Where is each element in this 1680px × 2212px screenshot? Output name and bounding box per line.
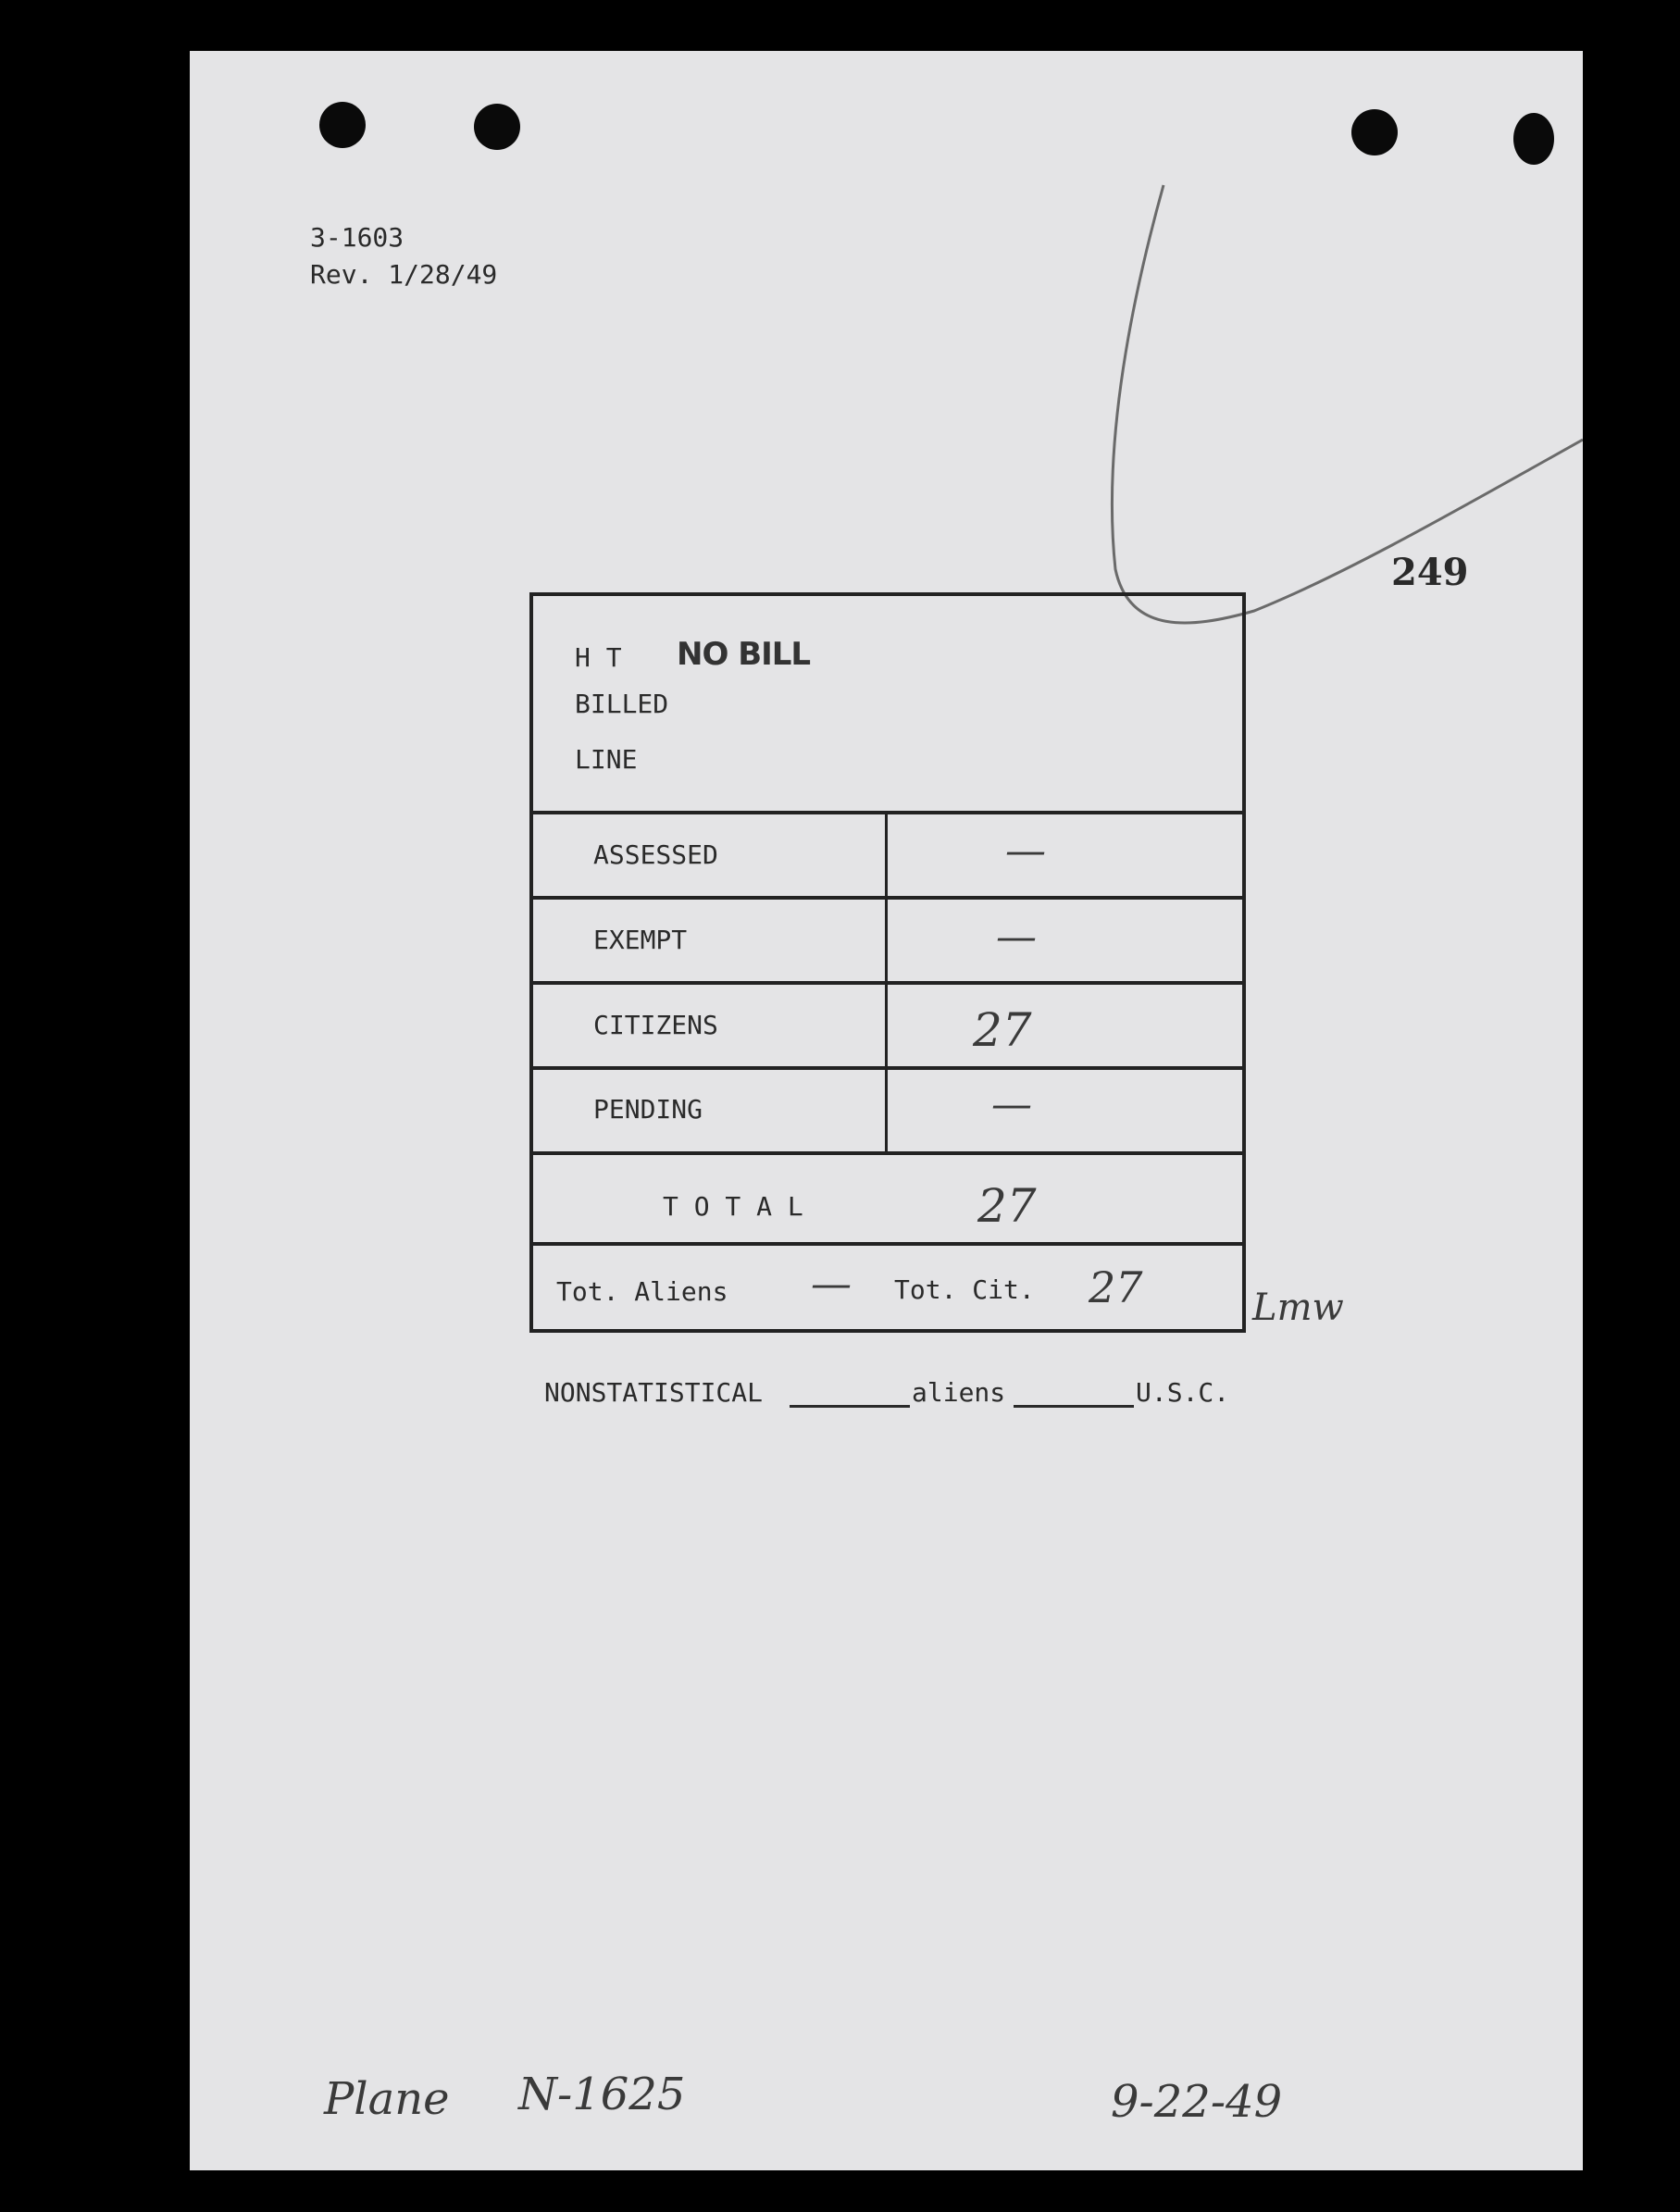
row-divider — [533, 1066, 1242, 1070]
row-divider — [533, 1242, 1242, 1246]
total-label: T O T A L — [663, 1191, 803, 1222]
row-value-exempt: — — [996, 913, 1037, 961]
total-citizens-label: Tot. Cit. — [894, 1274, 1035, 1305]
billed-label: BILLED — [575, 689, 669, 719]
row-value-citizens: 27 — [973, 1003, 1032, 1057]
column-divider — [885, 811, 888, 1153]
line-label: LINE — [575, 744, 638, 775]
no-bill-stamp: NO BILL — [677, 636, 811, 673]
nonstatistical-usc-label: U.S.C. — [1136, 1377, 1230, 1408]
row-label-assessed: ASSESSED — [593, 839, 718, 870]
nonstatistical-label: NONSTATISTICAL — [544, 1377, 764, 1408]
row-label-exempt: EXEMPT — [593, 925, 688, 955]
row-divider — [533, 981, 1242, 985]
row-divider — [533, 1151, 1242, 1155]
vessel-id: N-1625 — [518, 2069, 686, 2120]
total-value: 27 — [977, 1179, 1037, 1233]
form-revision: Rev. 1/28/49 — [310, 259, 498, 290]
initials: Lmw — [1252, 1286, 1344, 1329]
row-divider — [533, 811, 1242, 814]
nonstatistical-aliens-label: aliens — [912, 1377, 1006, 1408]
page-number: 249 — [1391, 551, 1469, 594]
record-date: 9-22-49 — [1111, 2076, 1283, 2128]
row-value-assessed: — — [1005, 827, 1046, 875]
total-aliens-value: — — [811, 1261, 852, 1308]
ht-label: H T — [575, 642, 622, 673]
row-divider — [533, 896, 1242, 900]
row-value-pending: — — [991, 1081, 1032, 1128]
vessel-type: Plane — [324, 2073, 450, 2125]
nonstatistical-usc-blank — [1014, 1405, 1134, 1408]
document-page — [190, 51, 1583, 2170]
nonstatistical-aliens-blank — [790, 1405, 910, 1408]
summary-box — [529, 592, 1246, 1333]
row-label-citizens: CITIZENS — [593, 1010, 718, 1040]
form-number: 3-1603 — [310, 222, 404, 253]
row-label-pending: PENDING — [593, 1094, 703, 1125]
total-citizens-value: 27 — [1089, 1262, 1143, 1312]
total-aliens-label: Tot. Aliens — [556, 1276, 728, 1307]
